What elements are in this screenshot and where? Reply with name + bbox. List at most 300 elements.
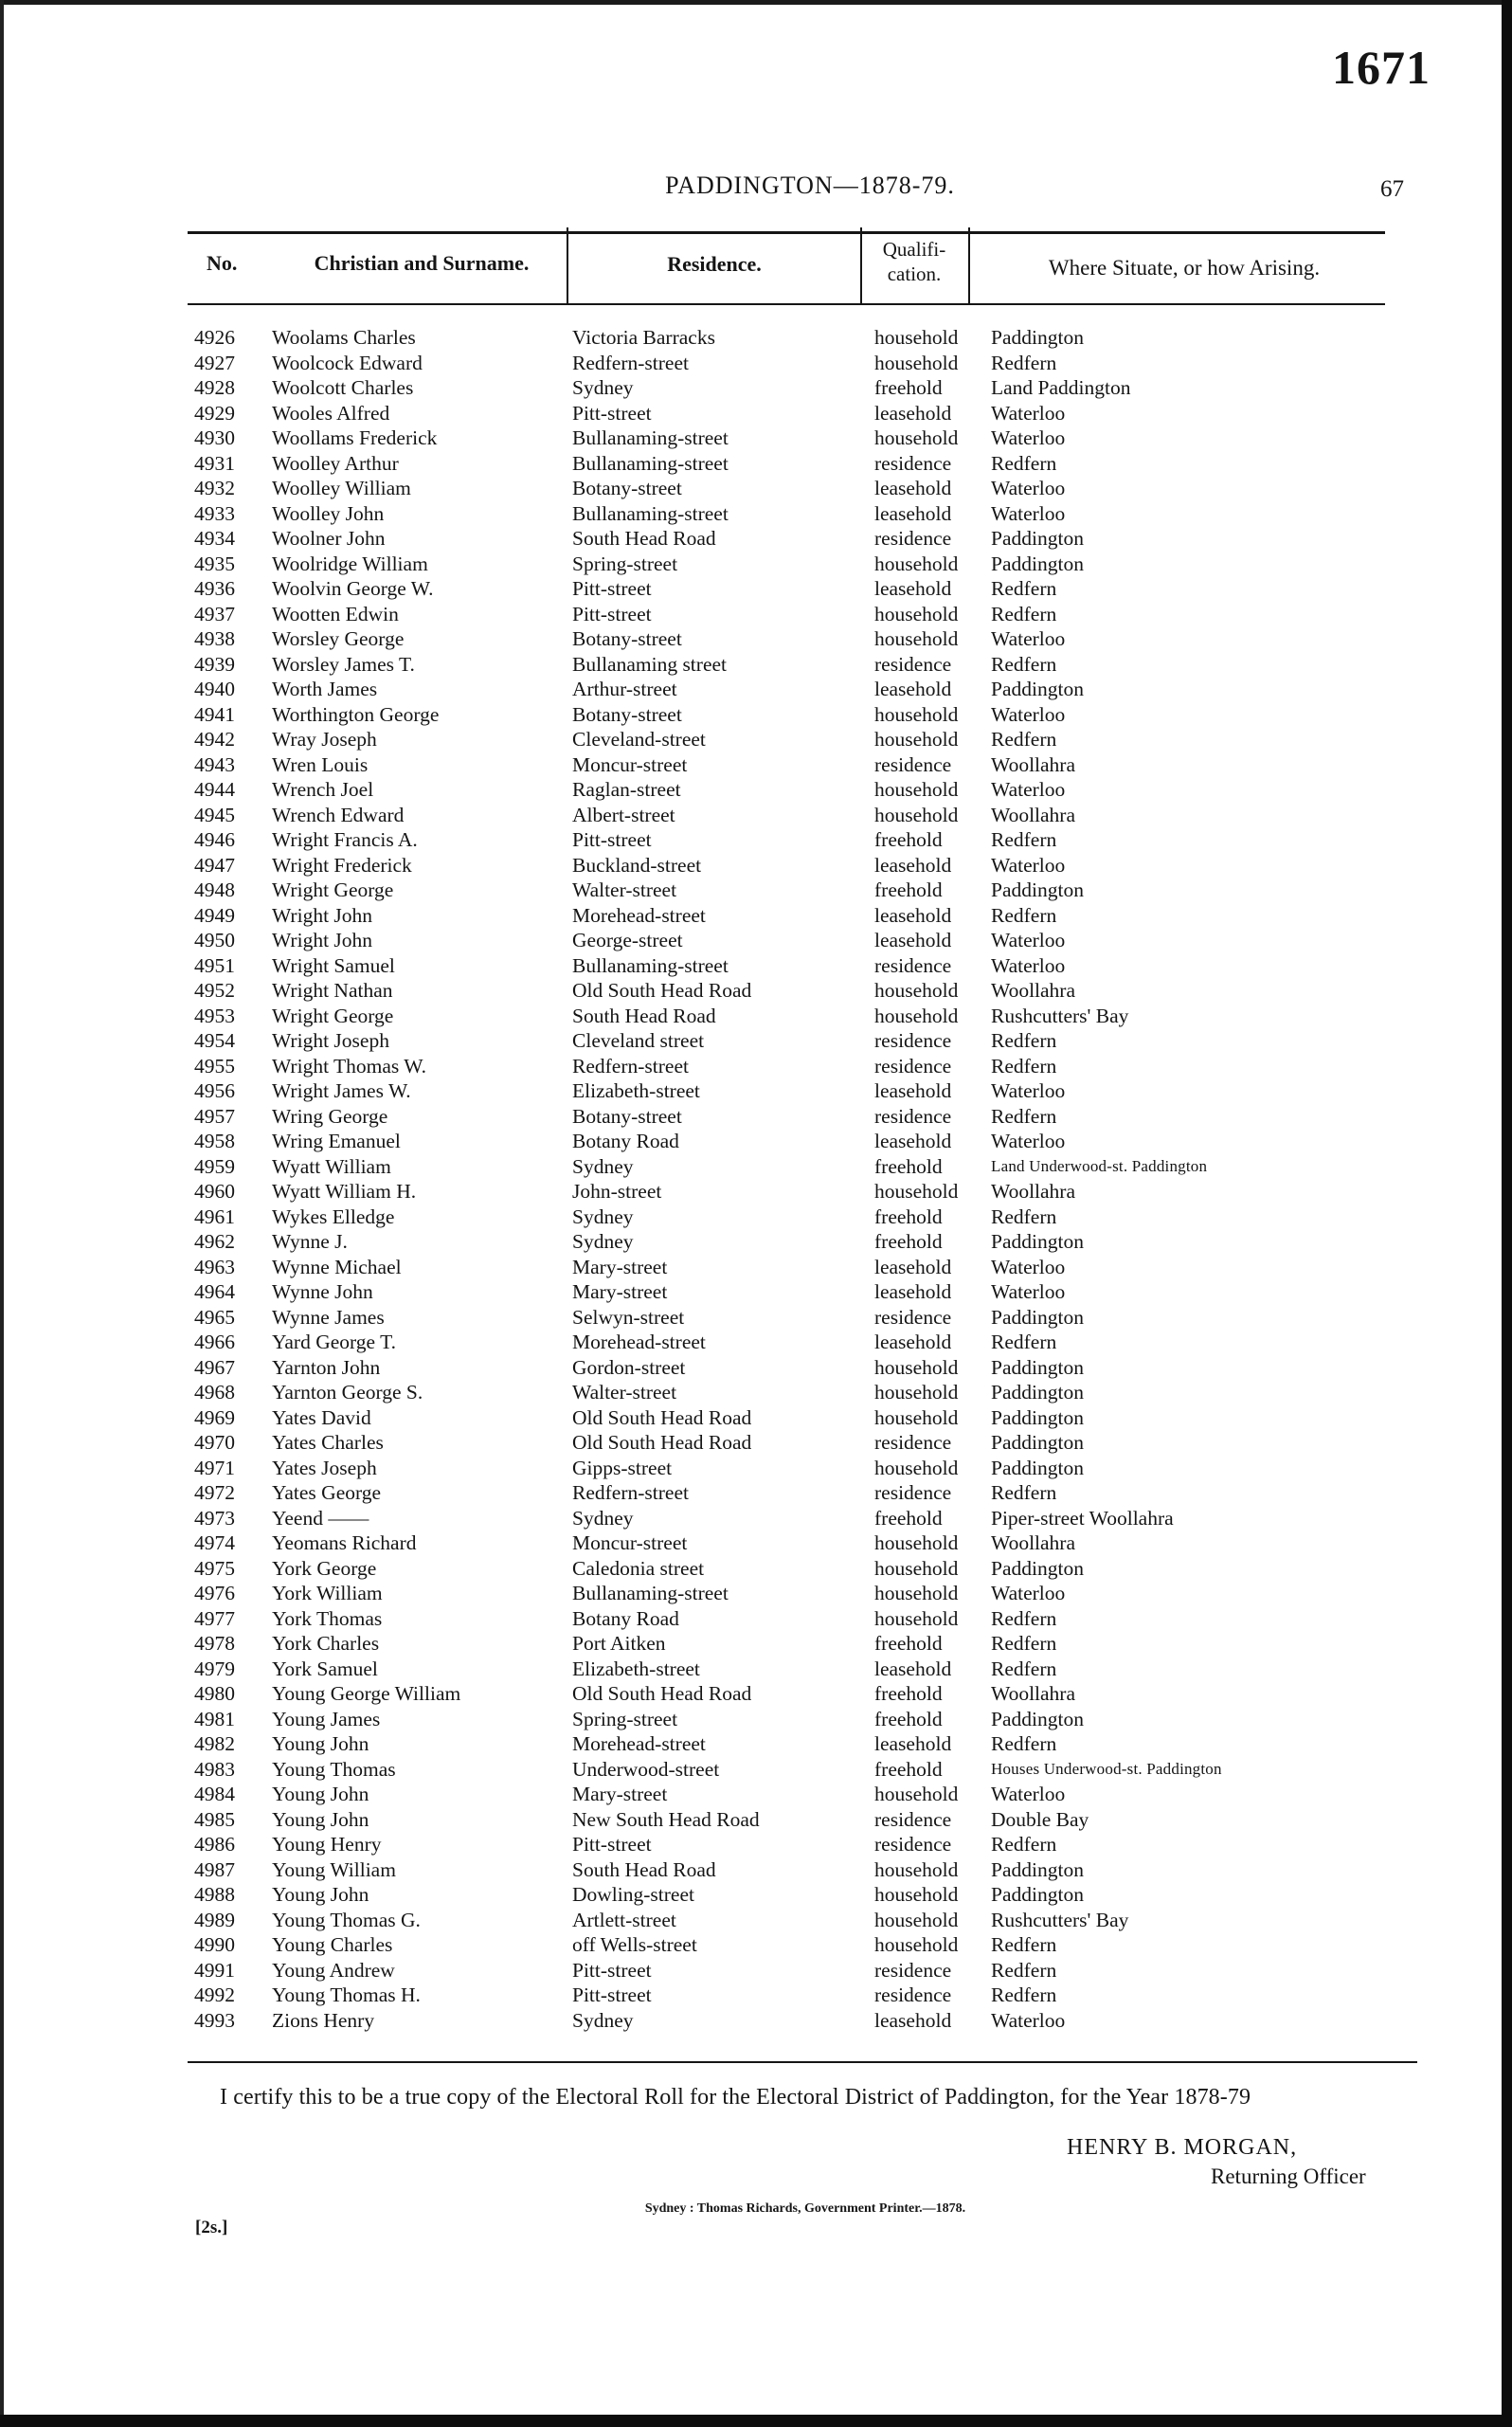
- table-row: [0, 803, 1512, 828]
- elector-location: Houses Underwood-st. Paddington: [991, 1759, 1222, 1778]
- elector-qualification: freehold: [874, 1230, 943, 1253]
- elector-name: Yarnton John: [272, 1355, 381, 1379]
- elector-location: Paddington: [991, 878, 1084, 901]
- elector-qualification: household: [874, 602, 959, 625]
- elector-location: Waterloo: [991, 1783, 1066, 1805]
- elector-number: 4953: [194, 1004, 235, 1027]
- elector-residence: Old South Head Road: [572, 1682, 752, 1705]
- elector-name: Young George William: [272, 1682, 461, 1705]
- elector-name: Wright John: [272, 903, 373, 927]
- elector-name: Wring George: [272, 1104, 388, 1128]
- elector-residence: Spring-street: [572, 552, 678, 575]
- elector-qualification: leasehold: [874, 678, 952, 700]
- table-row: [0, 1380, 1512, 1405]
- elector-qualification: household: [874, 1531, 959, 1554]
- elector-name: Worsley George: [272, 627, 405, 650]
- table-row: [0, 1707, 1512, 1732]
- elector-qualification: household: [874, 778, 959, 801]
- elector-name: Wren Louis: [272, 752, 369, 776]
- table-row: [0, 1832, 1512, 1857]
- scan-border-top: [0, 0, 1512, 5]
- elector-qualification: leasehold: [874, 1130, 952, 1152]
- elector-qualification: leasehold: [874, 1732, 952, 1755]
- elector-qualification: leasehold: [874, 2008, 952, 2032]
- elector-residence: Bullanaming-street: [572, 953, 729, 977]
- elector-qualification: residence: [874, 1305, 952, 1329]
- elector-residence: George-street: [572, 929, 683, 951]
- elector-residence: South Head Road: [572, 1004, 716, 1027]
- elector-number: 4957: [194, 1104, 235, 1128]
- elector-name: Wrench Joel: [272, 778, 374, 801]
- table-row: [0, 325, 1512, 351]
- elector-number: 4944: [194, 778, 235, 801]
- elector-name: Yeend ——: [272, 1506, 369, 1530]
- table-row: [0, 351, 1512, 376]
- elector-location: Woollahra: [991, 752, 1076, 776]
- elector-location: Paddington: [991, 326, 1084, 349]
- elector-number: 4978: [194, 1632, 235, 1655]
- elector-location: Redfern: [991, 1029, 1057, 1052]
- elector-name: York William: [272, 1582, 383, 1604]
- column-header-qualification: [860, 237, 968, 286]
- elector-number: 4987: [194, 1857, 235, 1881]
- table-row: [0, 953, 1512, 979]
- page-title: PADDINGTON—1878-79.: [665, 172, 955, 199]
- elector-residence: Botany Road: [572, 1130, 679, 1152]
- elector-number: 4947: [194, 853, 235, 877]
- elector-qualification: household: [874, 803, 959, 826]
- elector-residence: Old South Head Road: [572, 979, 752, 1002]
- elector-qualification: household: [874, 1933, 959, 1956]
- elector-name: Young John: [272, 1883, 369, 1906]
- elector-residence: Artlett-street: [572, 1908, 676, 1931]
- elector-qualification: household: [874, 1355, 959, 1379]
- elector-location: Land Underwood-st. Paddington: [991, 1156, 1208, 1175]
- elector-number: 4937: [194, 602, 235, 625]
- elector-residence: Redfern-street: [572, 351, 689, 374]
- elector-number: 4984: [194, 1783, 235, 1805]
- table-row: [0, 978, 1512, 1004]
- elector-location: Redfern: [991, 451, 1057, 475]
- elector-residence: Morehead-street: [572, 1732, 706, 1755]
- table-row: [0, 1731, 1512, 1757]
- table-row: [0, 602, 1512, 627]
- elector-qualification: leasehold: [874, 501, 952, 525]
- elector-residence: Botany-street: [572, 477, 682, 499]
- elector-qualification: residence: [874, 1833, 952, 1856]
- elector-qualification: household: [874, 426, 959, 449]
- column-header-qualification-text: Qualifi- cation.: [882, 238, 946, 285]
- elector-location: Redfern: [991, 828, 1057, 851]
- elector-name: Wrench Edward: [272, 803, 405, 826]
- elector-number: 4959: [194, 1154, 235, 1178]
- elector-location: Waterloo: [991, 627, 1066, 650]
- elector-name: Wynne John: [272, 1280, 373, 1303]
- elector-location: Redfern: [991, 903, 1057, 927]
- elector-location: Waterloo: [991, 501, 1066, 525]
- elector-qualification: leasehold: [874, 577, 952, 600]
- elector-qualification: household: [874, 1582, 959, 1604]
- elector-qualification: freehold: [874, 376, 943, 399]
- elector-qualification: residence: [874, 953, 952, 977]
- elector-location: Waterloo: [991, 929, 1066, 951]
- table-row: [0, 526, 1512, 552]
- table-row: [0, 2008, 1512, 2034]
- elector-residence: Gipps-street: [572, 1456, 673, 1479]
- elector-residence: Bullanaming-street: [572, 451, 729, 475]
- elector-number: 4934: [194, 527, 235, 550]
- officer-title: Returning Officer: [1211, 2164, 1366, 2188]
- elector-qualification: residence: [874, 752, 952, 776]
- elector-number: 4983: [194, 1757, 235, 1781]
- elector-residence: Sydney: [572, 1204, 634, 1228]
- elector-qualification: freehold: [874, 1506, 943, 1530]
- elector-number: 4993: [194, 2008, 235, 2032]
- elector-name: Woolcock Edward: [272, 351, 423, 374]
- elector-name: Woollams Frederick: [272, 426, 438, 449]
- elector-residence: Bullanaming street: [572, 652, 728, 676]
- table-row: [0, 1305, 1512, 1331]
- elector-name: Woolvin George W.: [272, 577, 434, 600]
- table-row: [0, 1154, 1512, 1180]
- elector-name: York Charles: [272, 1632, 380, 1655]
- elector-qualification: leasehold: [874, 401, 952, 425]
- elector-number: 4946: [194, 828, 235, 851]
- table-row: [0, 1129, 1512, 1154]
- table-row: [0, 451, 1512, 477]
- elector-residence: Old South Head Road: [572, 1405, 752, 1429]
- elector-residence: Elizabeth-street: [572, 1657, 700, 1680]
- elector-residence: Pitt-street: [572, 1983, 652, 2006]
- elector-qualification: household: [874, 1783, 959, 1805]
- elector-number: 4938: [194, 627, 235, 650]
- table-row: [0, 476, 1512, 501]
- elector-number: 4955: [194, 1054, 235, 1078]
- elector-number: 4988: [194, 1883, 235, 1906]
- table-row: [0, 1456, 1512, 1481]
- elector-qualification: residence: [874, 1481, 952, 1504]
- elector-number: 4974: [194, 1531, 235, 1554]
- elector-residence: Caledonia street: [572, 1556, 705, 1580]
- elector-number: 4927: [194, 351, 235, 374]
- elector-number: 4930: [194, 426, 235, 449]
- elector-name: Wright Nathan: [272, 979, 393, 1002]
- table-row: [0, 1355, 1512, 1381]
- table-row: [0, 426, 1512, 451]
- elector-location: Redfern: [991, 1983, 1057, 2006]
- elector-name: Yarnton George S.: [272, 1381, 423, 1404]
- table-row: [0, 1556, 1512, 1582]
- elector-name: Wykes Elledge: [272, 1204, 395, 1228]
- elector-residence: Pitt-street: [572, 401, 652, 425]
- elector-location: Woollahra: [991, 1531, 1076, 1554]
- elector-qualification: residence: [874, 527, 952, 550]
- elector-qualification: household: [874, 1456, 959, 1479]
- table-row: [0, 1908, 1512, 1933]
- elector-number: 4976: [194, 1582, 235, 1604]
- elector-qualification: freehold: [874, 1204, 943, 1228]
- elector-residence: Sydney: [572, 1506, 634, 1530]
- elector-qualification: leasehold: [874, 903, 952, 927]
- table-row: [0, 702, 1512, 728]
- elector-number: 4986: [194, 1833, 235, 1856]
- elector-name: Young Andrew: [272, 1958, 395, 1982]
- table-row: [0, 903, 1512, 929]
- elector-location: Waterloo: [991, 1255, 1066, 1278]
- elector-location: Redfern: [991, 1933, 1057, 1956]
- elector-location: Redfern: [991, 1331, 1057, 1353]
- elector-residence: Bullanaming-street: [572, 426, 729, 449]
- table-row: [0, 1028, 1512, 1054]
- elector-qualification: household: [874, 1606, 959, 1630]
- elector-number: 4945: [194, 803, 235, 826]
- elector-number: 4940: [194, 678, 235, 700]
- elector-number: 4958: [194, 1130, 235, 1152]
- elector-location: Paddington: [991, 1405, 1084, 1429]
- elector-location: Woollahra: [991, 803, 1076, 826]
- elector-name: Woolley Arthur: [272, 451, 399, 475]
- table-row: [0, 401, 1512, 426]
- elector-name: Wray Joseph: [272, 728, 377, 751]
- table-row: [0, 1882, 1512, 1908]
- elector-residence: Redfern-street: [572, 1481, 689, 1504]
- elector-number: 4972: [194, 1481, 235, 1504]
- elector-location: Waterloo: [991, 953, 1066, 977]
- elector-qualification: household: [874, 728, 959, 751]
- elector-name: Young Henry: [272, 1833, 382, 1856]
- elector-residence: off Wells-street: [572, 1933, 697, 1956]
- column-header-name: Christian and Surname.: [314, 251, 530, 275]
- elector-residence: Cleveland-street: [572, 728, 706, 751]
- elector-location: Redfern: [991, 351, 1057, 374]
- elector-number: 4956: [194, 1079, 235, 1102]
- elector-name: Woolner John: [272, 527, 386, 550]
- elector-number: 4981: [194, 1707, 235, 1730]
- elector-qualification: household: [874, 627, 959, 650]
- elector-qualification: leasehold: [874, 477, 952, 499]
- elector-location: Piper-street Woollahra: [991, 1506, 1174, 1530]
- elector-name: Young James: [272, 1707, 381, 1730]
- elector-residence: John-street: [572, 1180, 662, 1203]
- table-row: [0, 1983, 1512, 2008]
- elector-qualification: household: [874, 979, 959, 1002]
- elector-name: York George: [272, 1556, 377, 1580]
- table-row: [0, 1204, 1512, 1230]
- elector-number: 4980: [194, 1682, 235, 1705]
- elector-name: Wynne Michael: [272, 1255, 402, 1278]
- elector-qualification: household: [874, 1908, 959, 1931]
- elector-residence: South Head Road: [572, 527, 716, 550]
- table-row: [0, 1657, 1512, 1682]
- elector-residence: Cleveland street: [572, 1029, 705, 1052]
- elector-qualification: household: [874, 1381, 959, 1404]
- elector-qualification: freehold: [874, 1757, 943, 1781]
- elector-residence: Botany Road: [572, 1606, 679, 1630]
- table-row: [0, 652, 1512, 678]
- elector-location: Land Paddington: [991, 376, 1131, 399]
- elector-name: Young William: [272, 1857, 396, 1881]
- folio-number: 1671: [1332, 41, 1431, 94]
- elector-location: Paddington: [991, 1707, 1084, 1730]
- elector-residence: Botany-street: [572, 702, 682, 726]
- table-row: [0, 777, 1512, 803]
- elector-qualification: residence: [874, 1054, 952, 1078]
- table-row: [0, 1932, 1512, 1958]
- elector-location: Waterloo: [991, 853, 1066, 877]
- elector-name: Wynne J.: [272, 1230, 348, 1253]
- elector-name: York Thomas: [272, 1606, 383, 1630]
- table-row: [0, 1807, 1512, 1833]
- table-row: [0, 1430, 1512, 1456]
- header-rule-top: [188, 231, 1385, 234]
- elector-number: 4948: [194, 878, 235, 901]
- elector-location: Redfern: [991, 1958, 1057, 1982]
- elector-residence: Pitt-street: [572, 602, 652, 625]
- elector-qualification: freehold: [874, 878, 943, 901]
- elector-qualification: leasehold: [874, 1331, 952, 1353]
- elector-qualification: household: [874, 1556, 959, 1580]
- elector-qualification: freehold: [874, 1682, 943, 1705]
- elector-location: Redfern: [991, 1204, 1057, 1228]
- elector-number: 4962: [194, 1230, 235, 1253]
- elector-location: Redfern: [991, 1104, 1057, 1128]
- table-row: [0, 1958, 1512, 1983]
- elector-name: Wright Samuel: [272, 953, 395, 977]
- table-row: [0, 1581, 1512, 1606]
- elector-location: Paddington: [991, 1431, 1084, 1454]
- table-row: [0, 853, 1512, 878]
- elector-qualification: residence: [874, 1104, 952, 1128]
- elector-qualification: freehold: [874, 828, 943, 851]
- elector-number: 4979: [194, 1657, 235, 1680]
- elector-name: Wright Francis A.: [272, 828, 418, 851]
- elector-number: 4952: [194, 979, 235, 1002]
- elector-location: Paddington: [991, 527, 1084, 550]
- table-row: [0, 878, 1512, 903]
- elector-name: Young Thomas H.: [272, 1983, 421, 2006]
- elector-number: 4942: [194, 728, 235, 751]
- elector-location: Paddington: [991, 1857, 1084, 1881]
- elector-name: Yard George T.: [272, 1331, 396, 1353]
- elector-name: Wright Thomas W.: [272, 1054, 426, 1078]
- elector-number: 4989: [194, 1908, 235, 1931]
- elector-residence: Pitt-street: [572, 577, 652, 600]
- elector-location: Rushcutters' Bay: [991, 1908, 1129, 1931]
- elector-residence: Moncur-street: [572, 752, 688, 776]
- table-row: [0, 552, 1512, 577]
- elector-name: Woolley John: [272, 501, 385, 525]
- elector-location: Redfern: [991, 1657, 1057, 1680]
- elector-name: Wyatt William H.: [272, 1180, 417, 1203]
- table-row: [0, 677, 1512, 702]
- elector-number: 4933: [194, 501, 235, 525]
- elector-qualification: freehold: [874, 1632, 943, 1655]
- elector-qualification: leasehold: [874, 1280, 952, 1303]
- elector-name: York Samuel: [272, 1657, 378, 1680]
- elector-residence: Walter-street: [572, 878, 677, 901]
- table-row: [0, 1757, 1512, 1783]
- elector-residence: Pitt-street: [572, 828, 652, 851]
- price-mark: [2s.]: [195, 2218, 228, 2237]
- elector-name: Worsley James T.: [272, 652, 415, 676]
- table-row: [0, 727, 1512, 752]
- elector-location: Paddington: [991, 678, 1084, 700]
- elector-residence: Gordon-street: [572, 1355, 686, 1379]
- elector-residence: Sydney: [572, 376, 634, 399]
- elector-qualification: freehold: [874, 1154, 943, 1178]
- elector-name: Wright Frederick: [272, 853, 412, 877]
- table-row: [0, 1606, 1512, 1632]
- table-row: [0, 1782, 1512, 1807]
- elector-name: Wynne James: [272, 1305, 385, 1329]
- elector-number: 4973: [194, 1506, 235, 1530]
- table-row: [0, 827, 1512, 853]
- elector-name: Wooles Alfred: [272, 401, 390, 425]
- elector-qualification: residence: [874, 1431, 952, 1454]
- elector-qualification: household: [874, 1857, 959, 1881]
- elector-residence: Sydney: [572, 1230, 634, 1253]
- table-bottom-rule: [188, 2061, 1417, 2063]
- elector-number: 4982: [194, 1732, 235, 1755]
- table-row: [0, 501, 1512, 527]
- elector-number: 4950: [194, 929, 235, 951]
- elector-residence: Walter-street: [572, 1381, 677, 1404]
- elector-location: Waterloo: [991, 426, 1066, 449]
- elector-residence: Bullanaming-street: [572, 1582, 729, 1604]
- elector-number: 4928: [194, 376, 235, 399]
- elector-number: 4977: [194, 1606, 235, 1630]
- table-row: [0, 1506, 1512, 1531]
- elector-name: Yates George: [272, 1481, 382, 1504]
- elector-name: Woolley William: [272, 477, 411, 499]
- elector-number: 4969: [194, 1405, 235, 1429]
- table-row: [0, 1330, 1512, 1355]
- elector-number: 4929: [194, 401, 235, 425]
- table-row: [0, 1279, 1512, 1305]
- elector-location: Rushcutters' Bay: [991, 1004, 1129, 1027]
- certification-statement: I certify this to be a true copy of the Electoral Roll for the Electoral District of Paddington, for the Year 1878-79: [220, 2085, 1251, 2110]
- elector-number: 4926: [194, 326, 235, 349]
- table-row: [0, 576, 1512, 602]
- elector-residence: Arthur-street: [572, 678, 677, 700]
- elector-location: Redfern: [991, 652, 1057, 676]
- elector-location: Paddington: [991, 1456, 1084, 1479]
- table-row: [0, 1104, 1512, 1130]
- elector-residence: Morehead-street: [572, 903, 706, 927]
- page-number: 67: [1380, 176, 1404, 202]
- elector-location: Redfern: [991, 728, 1057, 751]
- elector-location: Waterloo: [991, 1280, 1066, 1303]
- elector-qualification: residence: [874, 1983, 952, 2006]
- table-row: [0, 375, 1512, 401]
- column-header-residence: Residence.: [667, 252, 762, 276]
- elector-name: Young John: [272, 1807, 369, 1831]
- table-row: [0, 752, 1512, 778]
- elector-residence: Buckland-street: [572, 853, 702, 877]
- elector-location: Paddington: [991, 1230, 1084, 1253]
- elector-name: Woolcott Charles: [272, 376, 414, 399]
- elector-location: Woollahra: [991, 1180, 1076, 1203]
- elector-number: 4967: [194, 1355, 235, 1379]
- elector-residence: South Head Road: [572, 1857, 716, 1881]
- elector-name: Zions Henry: [272, 2008, 375, 2032]
- table-row: [0, 1631, 1512, 1657]
- elector-number: 4954: [194, 1029, 235, 1052]
- table-row: [0, 1004, 1512, 1029]
- elector-residence: Elizabeth-street: [572, 1079, 700, 1102]
- elector-location: Paddington: [991, 1305, 1084, 1329]
- elector-number: 4960: [194, 1180, 235, 1203]
